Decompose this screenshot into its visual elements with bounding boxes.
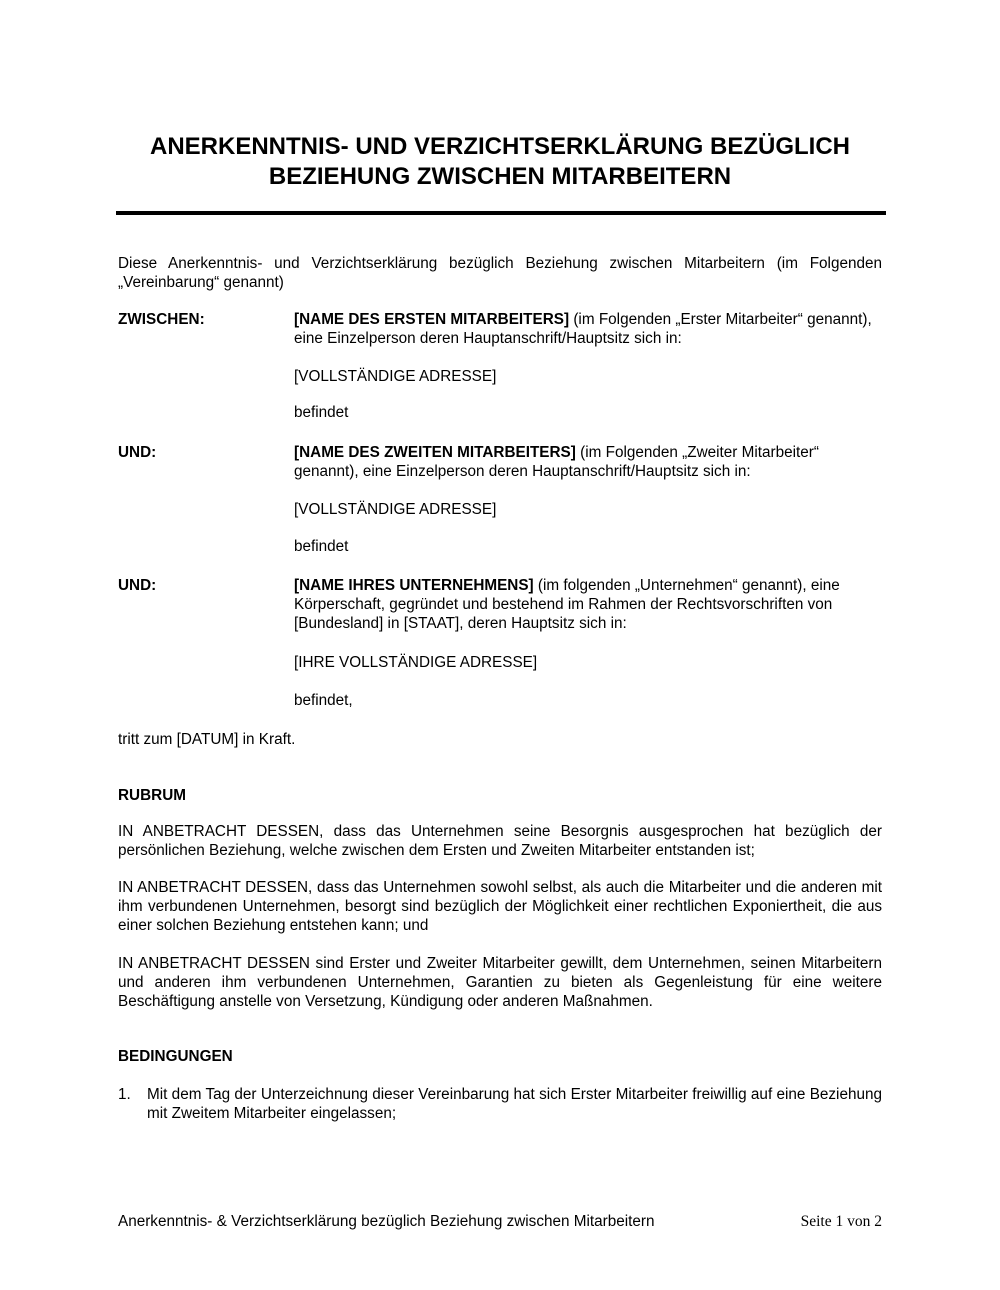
party-description [294,310,882,348]
rubrum-heading: RUBRUM [118,787,186,804]
party-name: [NAME DES ERSTEN MITARBEITERS] [294,311,570,328]
title-rule [116,211,886,215]
rubrum-paragraph: IN ANBETRACHT DESSEN, dass das Unternehmen sowohl selbst, als auch die Mitarbeiter und die anderen mit ihm verbundenen Unternehmen, besorgt sind bezüglich der Möglichkeit einer rechtlichen Exponiertheit, die aus einer solchen Beziehung entstehen kann; und [118,879,882,934]
effective-date: tritt zum [DATUM] in Kraft. [118,731,296,748]
party-label: UND: [118,444,157,461]
rubrum-paragraph: IN ANBETRACHT DESSEN sind Erster und Zweiter Mitarbeiter gewillt, dem Unternehmen, seinen Mitarbeitern und anderen ihm verbundenen Unternehmen, Garantien zu bieten als Gegenleistung für eine weitere Beschäftigung anstelle von Versetzung, Kündigung oder anderen Maßnahmen. [118,955,882,1010]
party-description [294,443,882,481]
page-number: Seite 1 von 2 [800,1213,882,1230]
party-address: [VOLLSTÄNDIGE ADRESSE] [294,368,497,385]
party-desc: (im Folgenden „Erster Mitarbeiter“ genannt), eine Einzelperson deren Hauptanschrift/Hauptsitz sich in: [294,311,872,347]
party-address: [VOLLSTÄNDIGE ADRESSE] [294,501,497,518]
party-name: [NAME IHRES UNTERNEHMENS] [294,577,534,594]
rubrum-paragraph: IN ANBETRACHT DESSEN, dass das Unternehmen seine Besorgnis ausgesprochen hat bezüglich der persönlichen Beziehung, welche zwischen dem Ersten und Zweiten Mitarbeiter entstanden ist; [118,823,882,859]
document-title [100,132,900,192]
party-label: ZWISCHEN: [118,311,205,328]
party-desc: (im folgenden „Unternehmen“ genannt), eine Körperschaft, gegründet und bestehend im Rahmen der Rechtsvorschriften von [Bundesland] in [STAAT], deren Hauptsitz sich in: [294,577,840,632]
party-label: UND: [118,577,157,594]
party-description [294,576,882,633]
party-name: [NAME DES ZWEITEN MITARBEITERS] [294,444,576,461]
party-end: befindet, [294,692,353,709]
condition-number: 1. [118,1086,131,1103]
footer-title: Anerkenntnis- & Verzichtserklärung bezüglich Beziehung zwischen Mitarbeitern [118,1213,655,1230]
party-end: befindet [294,404,349,421]
title-line-1: ANERKENNTNIS- UND VERZICHTSERKLÄRUNG BEZÜGLICH [150,133,850,160]
party-end: befindet [294,538,349,555]
condition-text: Mit dem Tag der Unterzeichnung dieser Vereinbarung hat sich Erster Mitarbeiter freiwillig auf eine Beziehung mit Zweitem Mitarbeiter eingelassen; [147,1086,882,1122]
title-line-2: BEZIEHUNG ZWISCHEN MITARBEITERN [268,163,732,190]
intro-paragraph: Diese Anerkenntnis- und Verzichtserklärung bezüglich Beziehung zwischen Mitarbeitern (im Folgenden „Vereinbarung“ genannt) [118,255,882,291]
party-desc: (im Folgenden „Zweiter Mitarbeiter“ genannt), eine Einzelperson deren Hauptanschrift/Hauptsitz sich in: [294,444,819,480]
conditions-heading: BEDINGUNGEN [118,1048,233,1065]
party-address: [IHRE VOLLSTÄNDIGE ADRESSE] [294,654,538,671]
